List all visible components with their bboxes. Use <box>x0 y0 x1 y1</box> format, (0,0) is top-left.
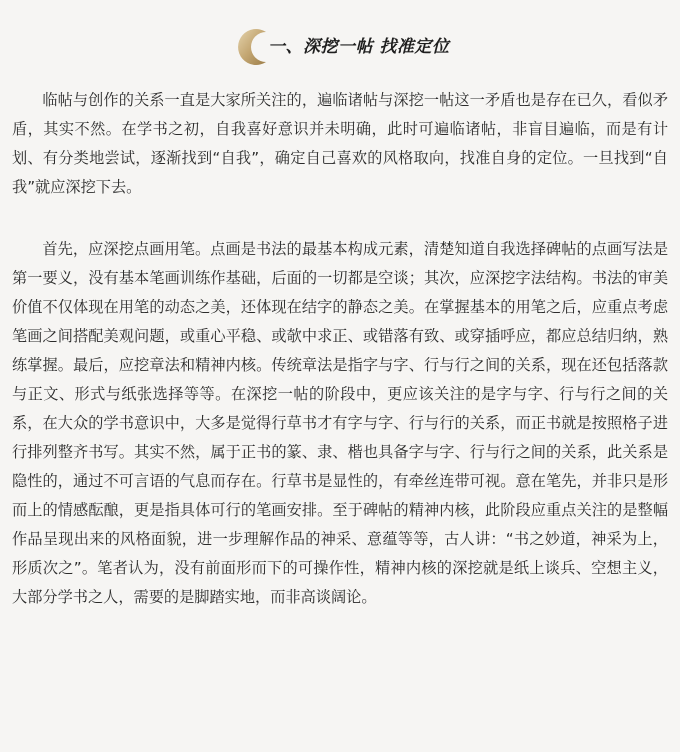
paragraph-body: 首先，应深挖点画用笔。点画是书法的最基本构成元素，清楚知道自我选择碑帖的点画写法是第一要义，没有基本笔画训练作基础，后面的一切都是空谈；其次，应深挖字法结构。书法的审美价值不仅体现在用笔的动态之美，还体现在结字的静态之美。在掌握基本的用笔之后，应重点考虑笔画之间搭配美观问题，或重心平稳、或欹中求正、或错落有致、或穿插呼应，都应总结归纳，熟练掌握。最后，应挖章法和精神内核。传统章法是指字与字、行与行之间的关系，现在还包括落款与正文、形式与纸张选择等等。在深挖一帖的阶段中，更应该关注的是字与字、行与行之间的关系，在大众的学书意识中，大多是觉得行草书才有字与字、行与行的关系，而正书就是按照格子进行排列整齐书写。其实不然，属于正书的篆、隶、楷也具备字与字、行与行之间的关系，此关系是隐性的，通过不可言语的气息而存在。行草书是显性的，有牵丝连带可视。意在笔先，并非只是形而上的情感酝酿，更是指具体可行的笔画安排。至于碑帖的精神内核，此阶段应重点关注的是整幅作品呈现出来的风格面貌，进一步理解作品的神采、意蕴等等，古人讲：“书之妙道，神采为上，形质次之”。笔者认为，没有前面形而下的可操作性，精神内核的深挖就是纸上谈兵、空想主义，大部分学书之人，需要的是脚踏实地，而非高谈阔论。 <box>12 240 668 606</box>
section-heading <box>0 24 680 68</box>
section-title: 一、深挖一帖 找准定位 <box>268 37 450 57</box>
paragraph-intro: 临帖与创作的关系一直是大家所关注的，遍临诸帖与深挖一帖这一矛盾也是存在已久，看似矛盾，其实不然。在学书之初，自我喜好意识并未明确，此时可遍临诸帖，非盲目遍临，而是有计划、有分类地尝试，逐渐找到“自我”，确定自己喜欢的风格取向，找准自身的定位。一旦找到“自我”就应深挖下去。 <box>12 91 668 196</box>
